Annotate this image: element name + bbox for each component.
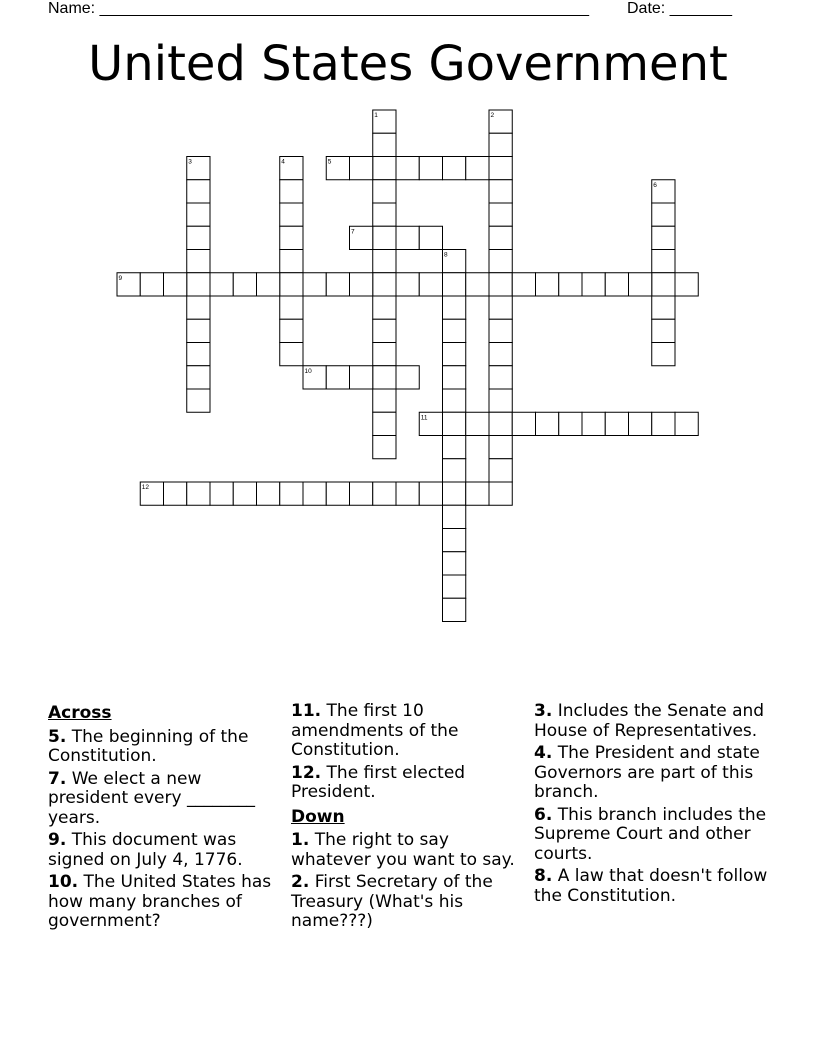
grid-cell[interactable] [326, 273, 349, 296]
grid-cell[interactable] [443, 598, 466, 621]
grid-cell[interactable] [164, 273, 187, 296]
clue-down-8 [534, 867, 770, 906]
grid-cell[interactable] [443, 552, 466, 575]
name-field[interactable]: Name: _______________________________________________________ [48, 0, 589, 17]
grid-cell[interactable] [443, 319, 466, 342]
grid-cell[interactable] [559, 273, 582, 296]
grid-cell[interactable] [443, 366, 466, 389]
grid-cell[interactable] [675, 412, 698, 435]
grid-cell[interactable] [280, 250, 303, 273]
clue-down-4 [534, 744, 770, 803]
grid-cell[interactable] [373, 343, 396, 366]
grid-cell[interactable] [187, 319, 210, 342]
grid-cell[interactable] [466, 412, 489, 435]
grid-cell[interactable] [489, 366, 512, 389]
grid-cell[interactable] [419, 157, 442, 180]
grid-cell[interactable] [536, 273, 559, 296]
grid-cell[interactable] [443, 575, 466, 598]
grid-cell[interactable] [396, 366, 419, 389]
grid-cell[interactable] [443, 459, 466, 482]
grid-cell[interactable] [489, 459, 512, 482]
grid-cell[interactable] [605, 412, 628, 435]
grid-cell[interactable] [466, 273, 489, 296]
grid-clue-number: 10 [304, 367, 312, 375]
grid-cell[interactable] [443, 273, 466, 296]
grid-cell[interactable] [280, 226, 303, 249]
clue-text: The right to say whatever you want to say. [291, 830, 515, 870]
grid-cell[interactable] [350, 366, 373, 389]
grid-cell[interactable] [489, 180, 512, 203]
clue-text: A law that doesn't follow the Constitution. [534, 866, 768, 906]
grid-cell[interactable] [489, 203, 512, 226]
grid-cell[interactable] [652, 319, 675, 342]
grid-clue-number: 9 [118, 274, 123, 282]
clue-down-3 [534, 702, 770, 741]
grid-cell[interactable] [396, 482, 419, 505]
grid-cell[interactable] [489, 343, 512, 366]
grid-cell[interactable] [652, 273, 675, 296]
grid-cell[interactable] [466, 482, 489, 505]
grid-clue-number: 2 [490, 112, 495, 119]
grid-cell[interactable] [652, 343, 675, 366]
grid-clue-number: 7 [351, 228, 355, 236]
clue-text: The United States has how many branches of government? [48, 872, 272, 931]
grid-cell[interactable] [512, 412, 535, 435]
across-heading: Across [48, 703, 112, 723]
grid-cell[interactable] [164, 482, 187, 505]
grid-cell[interactable] [489, 412, 512, 435]
grid-cell[interactable] [443, 157, 466, 180]
clue-number: 6. [534, 804, 553, 825]
grid-cell[interactable] [629, 412, 652, 435]
grid-cell[interactable] [489, 273, 512, 296]
grid-cell[interactable] [489, 482, 512, 505]
grid-cell[interactable] [187, 180, 210, 203]
clue-number: 5. [48, 726, 67, 747]
down-heading: Down [291, 806, 345, 827]
clue-number: 2. [291, 872, 310, 892]
grid-cell[interactable] [373, 319, 396, 342]
grid-cell[interactable] [373, 273, 396, 296]
grid-clue-number: 3 [188, 158, 192, 166]
grid-cell[interactable] [187, 343, 210, 366]
clue-number: 3. [534, 701, 553, 721]
grid-cell[interactable] [280, 180, 303, 203]
clue-number: 12. [291, 762, 322, 783]
grid-cell[interactable] [536, 412, 559, 435]
grid-cell[interactable] [443, 505, 466, 528]
clue-text: This branch includes the Supreme Court and other courts. [534, 804, 767, 864]
grid-cell[interactable] [443, 412, 466, 435]
grid-cell[interactable] [187, 273, 210, 296]
grid-cell[interactable] [350, 273, 373, 296]
clue-number: 9. [48, 830, 67, 850]
grid-clue-number: 4 [281, 158, 285, 166]
grid-cell[interactable] [280, 482, 303, 505]
clue-number: 10. [48, 872, 79, 892]
grid-cell[interactable] [350, 482, 373, 505]
clue-text: The beginning of the Constitution. [48, 726, 249, 766]
clue-down-1 [291, 831, 527, 870]
grid-cell[interactable] [373, 250, 396, 273]
grid-cell[interactable] [233, 482, 256, 505]
grid-cell[interactable] [257, 482, 280, 505]
grid-cell[interactable] [373, 482, 396, 505]
grid-cell[interactable] [350, 157, 373, 180]
grid-cell[interactable] [280, 319, 303, 342]
grid-cell[interactable] [280, 296, 303, 319]
grid-cell[interactable] [443, 343, 466, 366]
grid-cell[interactable] [396, 226, 419, 249]
grid-clue-number: 12 [141, 484, 149, 491]
clue-number: 1. [291, 830, 310, 850]
grid-cell[interactable] [210, 273, 233, 296]
grid-cell[interactable] [140, 273, 163, 296]
grid-clue-number: 11 [420, 414, 428, 422]
grid-cell[interactable] [559, 412, 582, 435]
grid-cell[interactable] [419, 226, 442, 249]
grid-cell[interactable] [303, 273, 326, 296]
grid-cell[interactable] [187, 366, 210, 389]
date-field[interactable]: Date: _______ [627, 0, 732, 17]
clue-number: 8. [534, 866, 553, 886]
clue-down-2 [291, 873, 527, 932]
clue-number: 4. [534, 743, 553, 763]
grid-cell[interactable] [326, 366, 349, 389]
grid-cell[interactable] [443, 296, 466, 319]
grid-cell[interactable] [396, 157, 419, 180]
grid-cell[interactable] [187, 296, 210, 319]
grid-cell[interactable] [373, 203, 396, 226]
grid-cell[interactable] [373, 226, 396, 249]
grid-cell[interactable] [652, 250, 675, 273]
clue-column-2 [291, 702, 527, 935]
grid-cell[interactable] [187, 226, 210, 249]
clue-text: Includes the Senate and House of Representatives. [534, 701, 765, 741]
grid-cell[interactable] [210, 482, 233, 505]
grid-cell[interactable] [489, 436, 512, 459]
clue-column-1 [48, 702, 284, 935]
grid-cell[interactable] [303, 482, 326, 505]
grid-cell[interactable] [373, 133, 396, 156]
grid-cell[interactable] [326, 482, 349, 505]
grid-cell[interactable] [489, 389, 512, 412]
grid-cell[interactable] [373, 157, 396, 180]
grid-cell[interactable] [489, 250, 512, 273]
grid-clue-number: 5 [327, 158, 332, 166]
clue-number: 11. [291, 701, 322, 721]
clue-across-11 [291, 702, 527, 761]
grid-cell[interactable] [373, 366, 396, 389]
clue-across-9 [48, 831, 284, 870]
clue-across-10 [48, 873, 284, 932]
grid-cell[interactable] [443, 389, 466, 412]
grid-cell[interactable] [257, 273, 280, 296]
grid-cell[interactable] [675, 273, 698, 296]
grid-cell[interactable] [652, 226, 675, 249]
grid-cell[interactable] [373, 180, 396, 203]
grid-cell[interactable] [187, 250, 210, 273]
grid-cell[interactable] [582, 412, 605, 435]
grid-cell[interactable] [489, 296, 512, 319]
grid-clue-number: 8 [444, 251, 448, 259]
grid-cell[interactable] [373, 296, 396, 319]
grid-cell[interactable] [443, 529, 466, 552]
grid-cell[interactable] [280, 273, 303, 296]
grid-cell[interactable] [582, 273, 605, 296]
clue-across-5 [48, 728, 284, 767]
grid-cell[interactable] [489, 226, 512, 249]
grid-cell[interactable] [396, 273, 419, 296]
grid-clue-number: 1 [374, 112, 378, 119]
grid-cell[interactable] [629, 273, 652, 296]
clue-text: The first elected President. [291, 762, 466, 802]
grid-cell[interactable] [373, 412, 396, 435]
clue-text: This document was signed on July 4, 1776. [48, 830, 243, 870]
grid-cell[interactable] [373, 436, 396, 459]
grid-clue-number: 6 [653, 181, 657, 189]
clue-text: We elect a new president every ________ years. [48, 768, 255, 828]
clue-text: First Secretary of the Treasury (What's his name???) [291, 872, 493, 931]
clue-text: The first 10 amendments of the Constitution. [291, 701, 459, 760]
grid-cell[interactable] [187, 389, 210, 412]
clue-text: The President and state Governors are part of this branch. [534, 743, 760, 802]
grid-cell[interactable] [605, 273, 628, 296]
grid-cell[interactable] [419, 273, 442, 296]
grid-cell[interactable] [489, 133, 512, 156]
grid-cell[interactable] [652, 412, 675, 435]
grid-cell[interactable] [652, 203, 675, 226]
grid-cell[interactable] [466, 157, 489, 180]
clue-across-7 [48, 770, 284, 829]
grid-cell[interactable] [187, 482, 210, 505]
grid-cell[interactable] [489, 157, 512, 180]
clue-number: 7. [48, 768, 67, 789]
grid-cell[interactable] [373, 389, 396, 412]
grid-cell[interactable] [512, 273, 535, 296]
grid-cell[interactable] [489, 319, 512, 342]
grid-cell[interactable] [280, 203, 303, 226]
grid-cell[interactable] [280, 343, 303, 366]
grid-cell[interactable] [419, 482, 442, 505]
clue-across-12 [291, 764, 527, 803]
grid-cell[interactable] [233, 273, 256, 296]
clue-column-3 [534, 702, 770, 909]
grid-cell[interactable] [652, 296, 675, 319]
page-title: United States Government [88, 36, 728, 92]
grid-cell[interactable] [443, 436, 466, 459]
clue-down-6 [534, 806, 770, 865]
grid-cell[interactable] [187, 203, 210, 226]
grid-cell[interactable] [443, 482, 466, 505]
